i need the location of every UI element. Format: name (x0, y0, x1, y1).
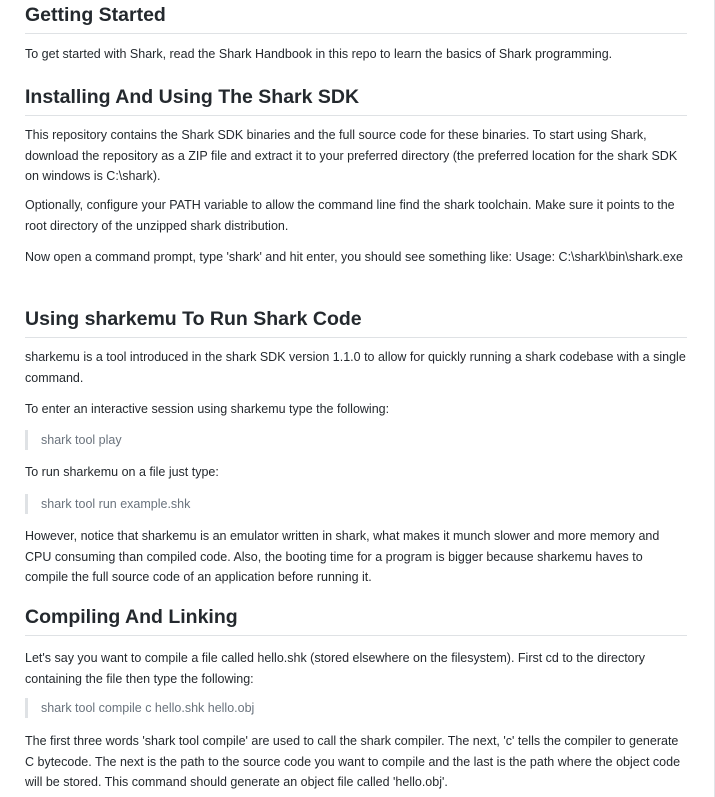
paragraph: The first three words 'shark tool compile' are used to call the shark compiler. The next, 'c' tells the compiler to generate C bytecode. The next is the path to the source code you want to compile and the last is the path where the object code will be stored. This command should generate an object file called 'hello.obj'. (25, 734, 681, 789)
paragraph: Now open a command prompt, type 'shark' and hit enter, you should see something like: Usage: C:\shark\bin\shark.exe (25, 250, 683, 264)
command-quote: shark tool compile c hello.shk hello.obj (25, 698, 687, 718)
heading-installing-sdk: Installing And Using The Shark SDK (25, 85, 687, 116)
paragraph: Optionally, configure your PATH variable to allow the command line find the shark toolchain. Make sure it points to the root directory of the unzipped shark distribution. (25, 198, 675, 233)
paragraph: To run sharkemu on a file just type: (25, 465, 219, 479)
paragraph: However, notice that sharkemu is an emulator written in shark, what makes it munch slower and more memory and CPU consuming than compiled code. Also, the booting time for a program is bigger because sharkemu haves to compile the full source code of an application before running it. (25, 529, 660, 584)
command-quote: shark tool run example.shk (25, 494, 687, 514)
command-quote: shark tool play (25, 430, 687, 450)
heading-using-sharkemu: Using sharkemu To Run Shark Code (25, 307, 687, 338)
paragraph: sharkemu is a tool introduced in the shark SDK version 1.1.0 to allow for quickly running a shark codebase with a single command. (25, 350, 686, 385)
paragraph: This repository contains the Shark SDK binaries and the full source code for these binaries. To start using Shark, download the repository as a ZIP file and extract it to your preferred directory (the preferred location for the shark SDK on windows is C:\shark). (25, 128, 678, 183)
paragraph: To enter an interactive session using sharkemu type the following: (25, 402, 390, 416)
paragraph: Let's say you want to compile a file called hello.shk (stored elsewhere on the filesystem). First cd to the directory containing the file then type the following: (25, 651, 646, 686)
heading-getting-started: Getting Started (25, 3, 687, 34)
paragraph: To get started with Shark, read the Shark Handbook in this repo to learn the basics of Shark programming. (25, 47, 613, 61)
heading-compiling-linking: Compiling And Linking (25, 605, 687, 636)
